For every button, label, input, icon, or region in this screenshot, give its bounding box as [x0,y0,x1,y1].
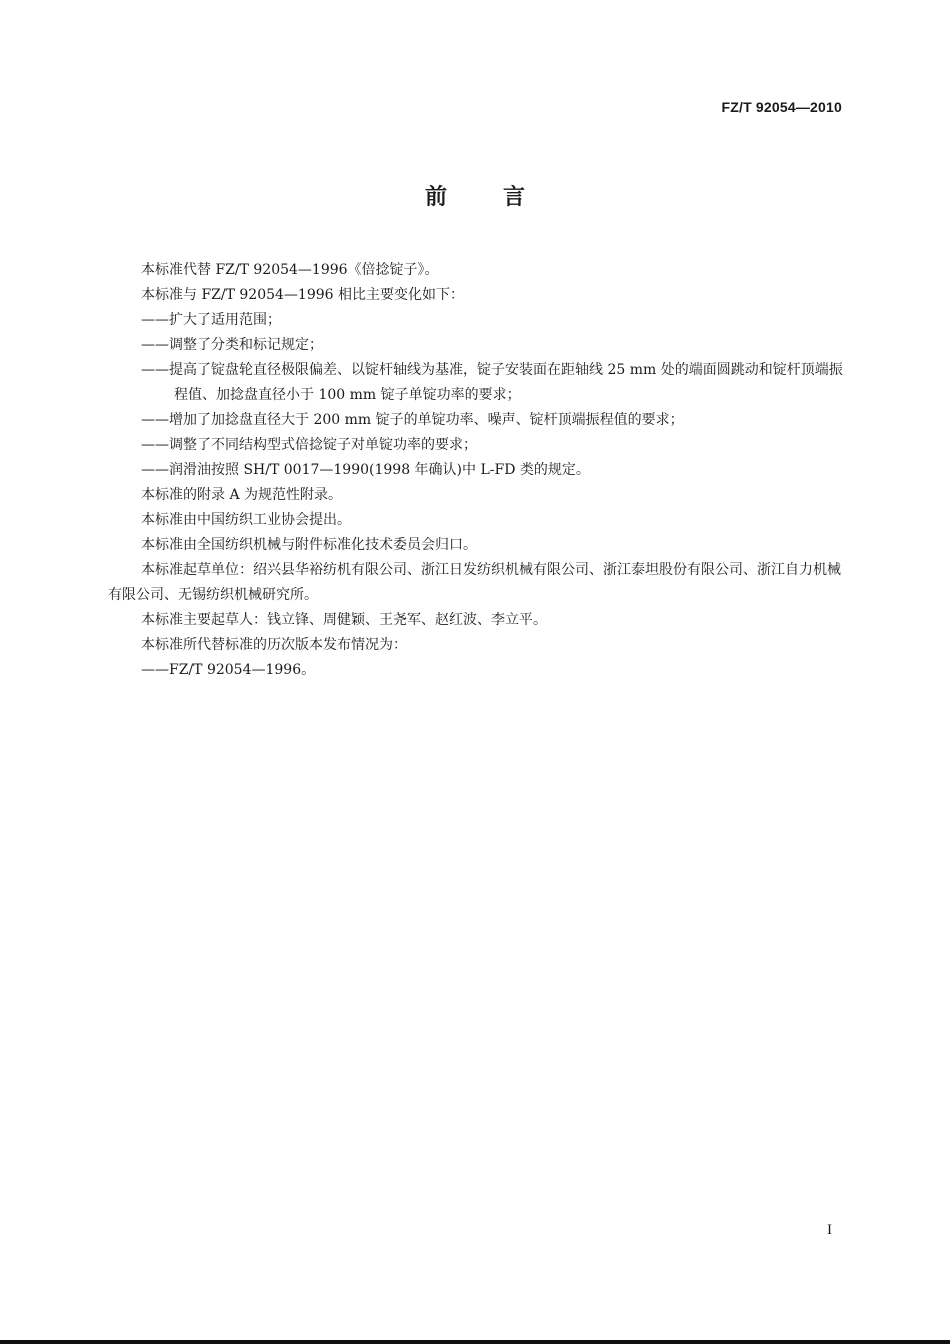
change-item-2: ——调整了分类和标记规定； [141,337,323,353]
change-item-6: ——润滑油按照 SH/T 0017—1990(1998 年确认)中 L-FD 类的规定。 [141,462,590,478]
change-item-3: ——提高了锭盘轮直径极限偏差、以锭杆轴线为基准，锭子安装面在距轴线 25 mm 处的端面圆跳动和锭杆顶端振程值、加捻盘直径小于 100 mm 锭子单锭功率的要求； [141,362,843,403]
paragraph-appendix: 本标准的附录 A 为规范性附录。 [141,487,343,503]
paragraph-drafting-units: 本标准起草单位：绍兴县华裕纺机有限公司、浙江日发纺织机械有限公司、浙江泰坦股份有限公司、浙江自力机械有限公司、无锡纺织机械研究所。 [108,562,841,603]
paragraph-changes-intro: 本标准与 FZ/T 92054—1996 相比主要变化如下： [141,287,465,303]
title-char-1: 前 [424,185,447,210]
change-item-4: ——增加了加捻盘直径大于 200 mm 锭子的单锭功率、噪声、锭杆顶端振程值的要求； [141,412,684,428]
paragraph-drafters: 本标准主要起草人：钱立锋、周健颖、王尧军、赵红波、李立平。 [141,612,547,628]
page-title [0,180,950,211]
page-number: I [827,1222,832,1238]
paragraph-replaces: 本标准代替 FZ/T 92054—1996《倍捻锭子》。 [141,262,439,278]
change-item-1: ——扩大了适用范围； [141,312,281,328]
paragraph-centralized-by: 本标准由全国纺织机械与附件标准化技术委员会归口。 [141,537,477,553]
paragraph-proposed-by: 本标准由中国纺织工业协会提出。 [141,512,351,528]
version-item-1: ——FZ/T 92054—1996。 [141,662,316,678]
paragraph-version-history: 本标准所代替标准的历次版本发布情况为： [141,637,407,653]
change-item-5: ——调整了不同结构型式倍捻锭子对单锭功率的要求； [141,437,477,453]
foreword-body [108,258,844,683]
bottom-rule [0,1340,950,1344]
title-char-2: 言 [503,185,526,210]
standard-code: FZ/T 92054—2010 [721,99,842,115]
